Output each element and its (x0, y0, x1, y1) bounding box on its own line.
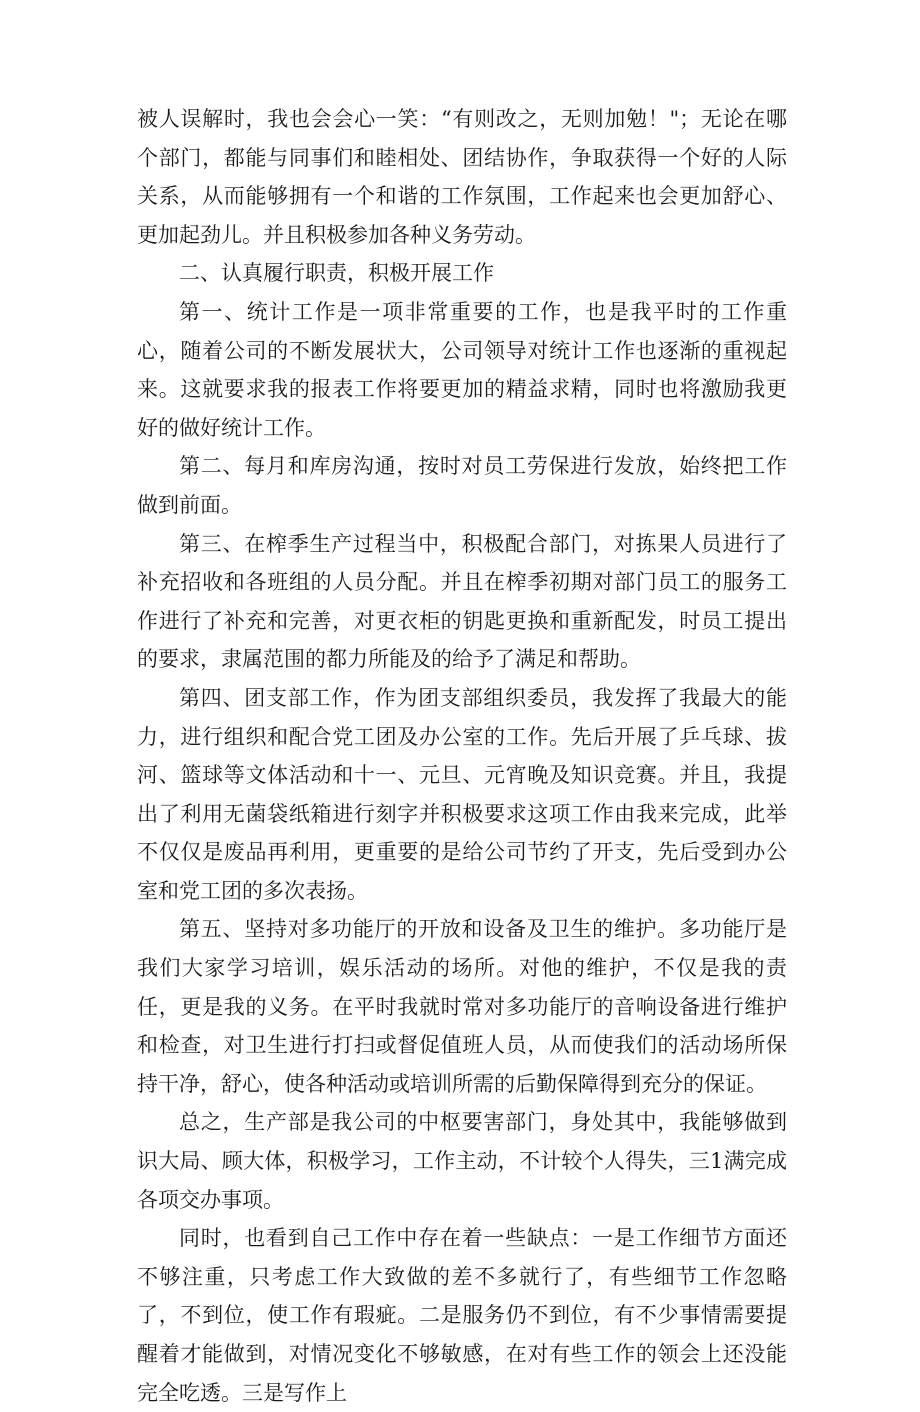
paragraph-first: 第一、统计工作是一项非常重要的工作，也是我平时的工作重心，随着公司的不断发展状大，公司领导对统计工作也逐渐的重视起来。这就要求我的报表工作将要更加的精益求精，同时也将激励我更好的做好统计工作。 (137, 299, 787, 440)
section-heading: 二、认真履行职责，积极开展工作 (179, 261, 494, 286)
paragraph-second: 第二、每月和库房沟通，按时对员工劳保进行发放，始终把工作做到前面。 (137, 454, 787, 517)
paragraph-third: 第三、在榨季生产过程当中，积极配合部门，对拣果人员进行了补充招收和各班组的人员分配。并且在榨季初期对部门员工的服务工作进行了补充和完善，对更衣柜的钥匙更换和重新配发，时员工提出的要求，隶属范围的都力所能及的给予了满足和帮助。 (137, 531, 787, 672)
paragraph-fifth: 第五、坚持对多功能厅的开放和设备及卫生的维护。多功能厅是我们大家学习培训，娱乐活动的场所。对他的维护，不仅是我的责任，更是我的义务。在平时我就时常对多功能厅的音响设备进行维护和检查，对卫生进行打扫或督促值班人员，从而使我们的活动场所保持干净，舒心，使各种活动或培训所需的后勤保障得到充分的保证。 (137, 917, 787, 1096)
paragraph-summary: 总之，生产部是我公司的中枢要害部门，身处其中，我能够做到识大局、顾大体，积极学习，工作主动，不计较个人得失，三1满完成各项交办事项。 (137, 1110, 787, 1212)
paragraph-shortcomings: 同时，也看到自己工作中存在着一些缺点：一是工作细节方面还不够注重，只考虑工作大致做的差不多就行了，有些细节工作忽略了，不到位，使工作有瑕疵。二是服务仍不到位，有不少事情需要提醒着才能做到，对情况变化不够敏感，在对有些工作的领会上还没能完全吃透。三是写作上 (137, 1226, 787, 1405)
paragraph-fourth: 第四、团支部工作，作为团支部组织委员，我发挥了我最大的能力，进行组织和配合党工团及办公室的工作。先后开展了乒乓球、拔河、篮球等文体活动和十一、元旦、元宵晚及知识竞赛。并且，我提出了利用无菌袋纸箱进行刻字并积极要求这项工作由我来完成，此举不仅仅是废品再利用，更重要的是给公司节约了开支，先后受到办公室和党工团的多次表扬。 (137, 685, 787, 903)
paragraph-intro: 被人误解时，我也会会心一笑：“有则改之，无则加勉！"；无论在哪个部门，都能与同事们和睦相处、团结协作，争取获得一个好的人际关系，从而能够拥有一个和谐的工作氛围，工作起来也会更加舒心、更加起劲儿。并且积极参加各种义务劳动。 (137, 107, 787, 247)
document-page (137, 100, 787, 1412)
